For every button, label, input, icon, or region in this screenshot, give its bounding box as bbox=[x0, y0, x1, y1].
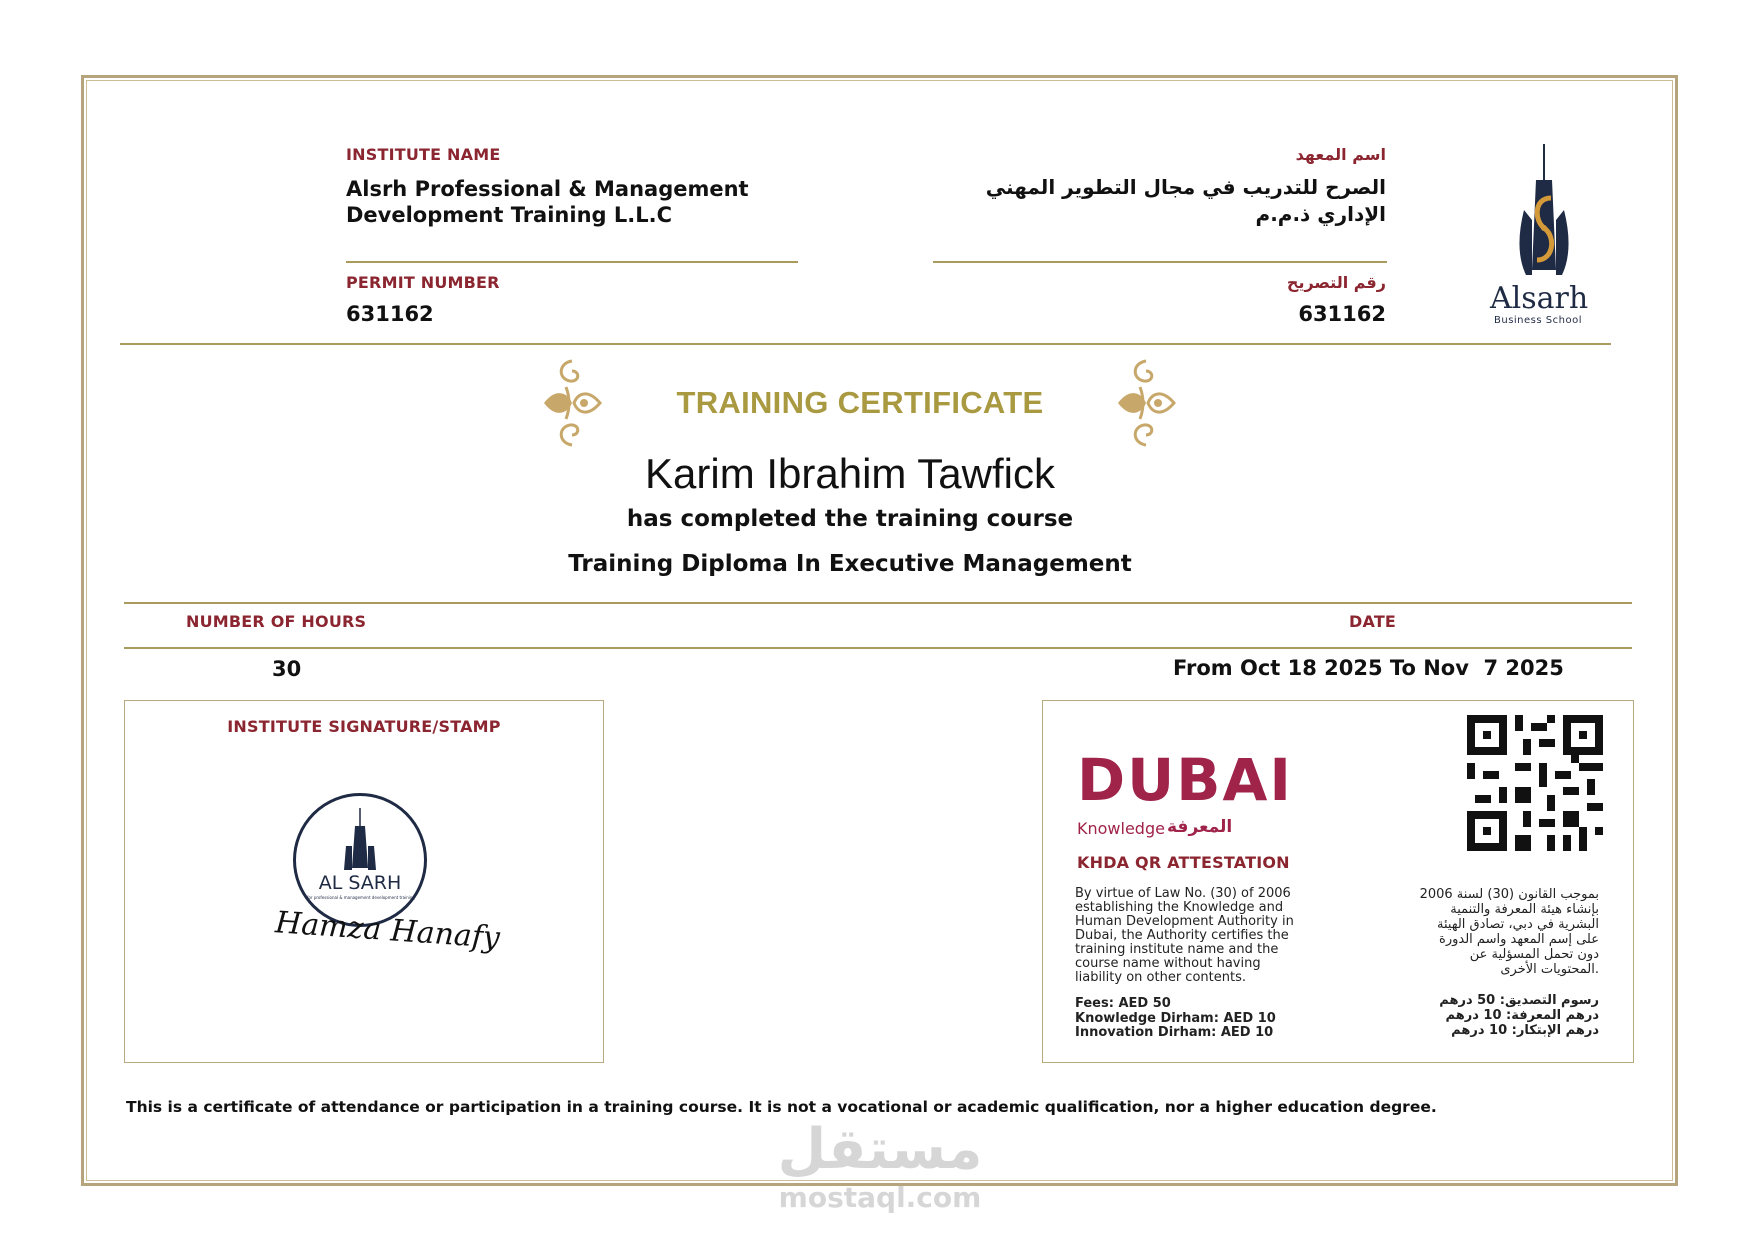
institute-name-label-ar: اسم المعهد bbox=[1295, 145, 1386, 164]
qr-code-icon bbox=[1467, 715, 1603, 851]
stamp-text: AL SARH bbox=[318, 872, 402, 894]
alsarh-logo bbox=[1484, 140, 1604, 330]
khda-fees-ar: رسوم التصديق: 50 درهم درهم المعرفة: 10 درهم درهم الإبتكار: 10 درهم bbox=[1439, 993, 1599, 1038]
khda-fees-en: Fees: AED 50 Knowledge Dirham: AED 10 Innovation Dirham: AED 10 bbox=[1075, 996, 1276, 1040]
institute-name-ar: الصرح للتدريب في مجال التطوير المهني الإداري ذ.م.م bbox=[985, 175, 1386, 226]
stamp-subtext: for professional & management development training bbox=[307, 895, 415, 900]
hours-label: NUMBER OF HOURS bbox=[186, 612, 367, 631]
khda-label: KHDA QR ATTESTATION bbox=[1077, 853, 1290, 872]
signature-handwriting: Hamza Hanafy bbox=[274, 905, 501, 956]
khda-text-en: By virtue of Law No. (30) of 2006 establishing the Knowledge and Human Development Authority in Dubai, the Authority certifies the training institute name and the course name without having liability on other contents. bbox=[1075, 886, 1294, 985]
signature-box bbox=[124, 700, 604, 1063]
institute-divider-right bbox=[933, 261, 1387, 263]
khda-text-ar: بموجب القانون (30) لسنة 2006 بإنشاء هيئة المعرفة والتنمية البشرية في دبي، تصادق الهيئة على إسم المعهد واسم الدورة دون تحمل المسؤلية عن .المحتويات الأخرى bbox=[1419, 887, 1599, 977]
alsarh-logo-brand: Alsarh bbox=[1490, 281, 1589, 316]
institute-divider-left bbox=[346, 261, 798, 263]
ornament-left-icon bbox=[540, 357, 604, 449]
watermark-ar: مستقل bbox=[777, 1117, 983, 1182]
institute-name-en: Alsrh Professional & Management Development Training L.L.C bbox=[346, 177, 749, 227]
ornament-right-icon bbox=[1114, 357, 1178, 449]
completion-statement: has completed the training course bbox=[626, 506, 1074, 532]
recipient-name: Karim Ibrahim Tawfick bbox=[645, 450, 1055, 497]
ornament-right bbox=[1114, 357, 1178, 453]
khda-qr-code[interactable] bbox=[1467, 715, 1603, 851]
details-divider-top bbox=[124, 602, 1632, 604]
dubai-logo: DUBAI bbox=[1077, 746, 1293, 814]
course-name: Training Diploma In Executive Management bbox=[568, 551, 1132, 577]
alsarh-logo-tagline: Business School bbox=[1494, 315, 1582, 326]
date-label: DATE bbox=[1349, 612, 1397, 631]
permit-number-ar: 631162 bbox=[1298, 302, 1386, 326]
permit-number-en: 631162 bbox=[346, 302, 434, 326]
hours-value: 30 bbox=[272, 657, 302, 681]
date-value: From Oct 18 2025 To Nov 7 2025 bbox=[1173, 656, 1564, 680]
header-divider bbox=[120, 343, 1611, 345]
watermark-en: mostaql.com bbox=[778, 1181, 982, 1214]
alsarh-tower-icon bbox=[1484, 140, 1604, 330]
khda-box bbox=[1042, 700, 1634, 1063]
permit-number-label-ar: رقم التصريح bbox=[1286, 273, 1386, 292]
ornament-left bbox=[540, 357, 604, 453]
permit-number-label-en: PERMIT NUMBER bbox=[346, 273, 500, 292]
details-divider-bottom bbox=[124, 647, 1632, 649]
dubai-logo-knowledge-ar: المعرفة bbox=[1167, 817, 1233, 837]
signature-label: INSTITUTE SIGNATURE/STAMP bbox=[227, 717, 501, 736]
stamp-tower-icon bbox=[296, 796, 424, 924]
dubai-logo-knowledge: Knowledge bbox=[1077, 819, 1165, 838]
institute-name-label-en: INSTITUTE NAME bbox=[346, 145, 501, 164]
certificate-title: TRAINING CERTIFICATE bbox=[676, 385, 1044, 420]
footer-disclaimer: This is a certificate of attendance or participation in a training course. It is not a vocational or academic qualification, nor a higher education degree. bbox=[126, 1098, 1437, 1116]
